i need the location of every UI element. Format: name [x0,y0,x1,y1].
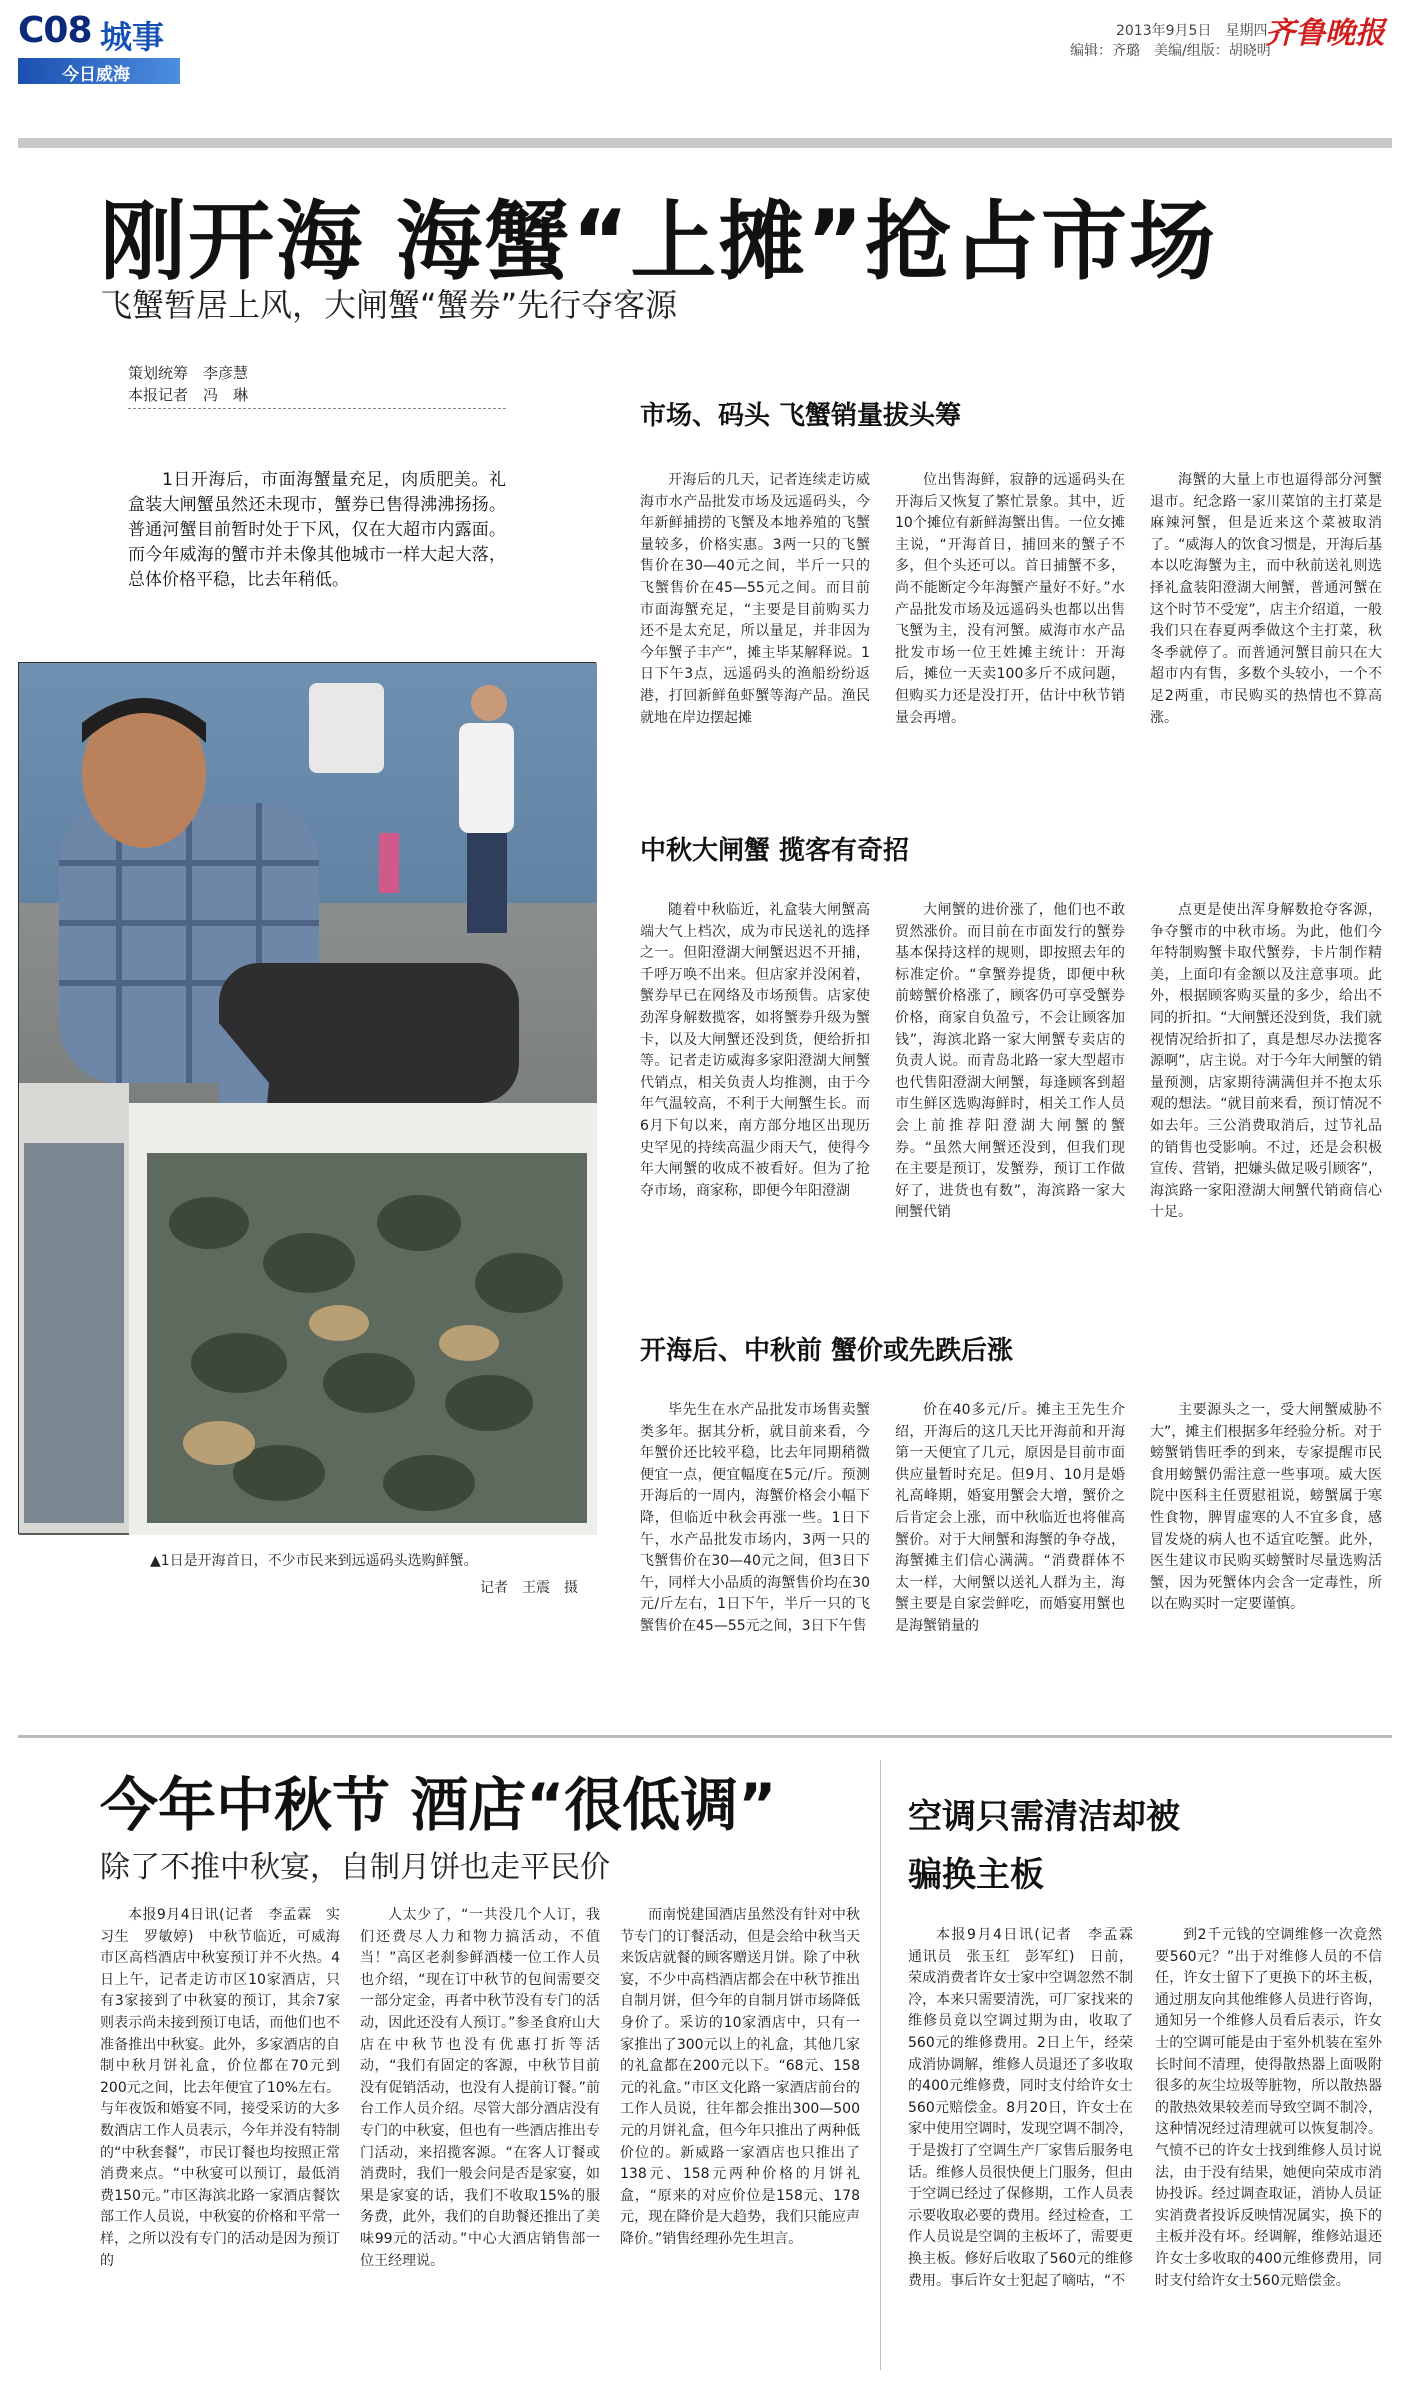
section3-column-3-text: 主要源头之一，受大闸蟹威胁不大”，摊主们根据多年经验分析。对于螃蟹销售旺季的到来，专家提醒市民食用螃蟹仍需注意一些事项。威大医院中医科主任贾慰祖说，螃蟹属于寒性食物，脾胃虚寒的人不宜多食，感冒发烧的病人也不适宜吃蟹。此外，医生建议市民购买螃蟹时尽量选购活蟹，因为死蟹体内会含一定毒性，所以在购买时一定要谨慎。 [1150,1402,1382,1613]
section1-column-2-text: 位出售海鲜，寂静的远遥码头在开海后又恢复了繁忙景象。其中，近10个摊位有新鲜海蟹出售。一位女摊主说，“开海首日，捕回来的蟹子不多，但个头还可以。首日捕蟹不多，尚不能断定今年海蟹产量好不好。”水产品批发市场及远遥码头也都以出售飞蟹为主，没有河蟹。威海市水产品批发市场一位王姓摊主统计：开海后，摊位一天卖100多斤不成问题，但购买力还是没打开，估计中秋节销量会再增。 [895,472,1125,726]
story3-column-2-text: 到2千元钱的空调维修一次竟然要560元？”出于对维修人员的不信任，许女士留下了更换下的坏主板，通过朋友向其他维修人员进行咨询，通知另一个维修人员看后表示，许女士的空调可能是由于室外机装在室外长时间不清理，使得散热器上面吸附很多的灰尘垃圾等脏物，所以散热器的散热效果较差而导致空调不制冷，这种情况经过清理就可以恢复制冷。气愤不已的许女士找到维修人员讨说法，由于没有结果，她便向荣成市消协投诉。经过调查取证，消协人员证实消费者投诉反映情况属实，换下的主板并没有坏。经调解，维修站退还许女士多收取的400元维修费用，同时支付给许女士560元赔偿金。 [1155,1927,1382,2289]
story3-column-1 [908,1925,1147,2370]
masthead [0,0,1409,96]
main-subheadline: 飞蟹暂居上风，大闸蟹“蟹券”先行夺客源 [100,286,678,324]
byline-reporter: 本报记者 冯 琳 [128,386,249,404]
subsection-name: 今日威海 [62,65,130,85]
photo-caption: ▲1日是开海首日，不少市民来到远遥码头选购鲜蟹。 [150,1553,478,1569]
section2-column-3-text: 点更是使出浑身解数抢夺客源，争夺蟹市的中秋市场。为此，他们今年特制购蟹卡取代蟹券，卡片制作精美，上面印有金额以及注意事项。此外，根据顾客购买量的多少，给出不同的折扣。“大闸蟹还没到货，我们就视情况给折扣了，真是想尽办法揽客源啊”，店主说。对于今年大闸蟹的销量预测，店家期待满满但并不抱太乐观的想法。“就目前来看，预订情况不如去年。三公消费取消后，过节礼品的销售也受影响。不过，还是会积极宣传、营销，把嫌头做足吸引顾客”，海滨路一家阳澄湖大闸蟹代销商信心十足。 [1150,902,1382,1221]
story2-column-1-text: 本报9月4日讯(记者 李孟霖 实习生 罗敏婷) 中秋节临近，可威海市区高档酒店中秋宴预订并不火热。4日上午，记者走访市区10家酒店，只有3家接到了中秋宴的预订，其余7家则表示尚未接到预订电话，而他们也不准备推出中秋宴。此外，多家酒店的自制中秋月饼礼盒，价位都在70元到200元之间，比去年便宜了10%左右。与年夜饭和婚宴不同，接受采访的大多数酒店工作人员表示，今年并没有特制的“中秋套餐”，市民订餐也均按照正常消费来点。“中秋宴可以预订，最低消费150元。”市区海滨北路一家酒店餐饮部工作人员说，中秋宴的价格和平常一样，之所以没有专门的活动是因为预订的 [100,1907,340,2269]
lead-paragraph: 1日开海后，市面海蟹量充足，肉质肥美。礼盒装大闸蟹虽然还未现市，蟹券已售得沸沸扬扬。普通河蟹目前暂时处于下风，仅在大超市内露面。而今年威海的蟹市并未像其他城市一样大起大落，总体价格平稳，比去年稍低。 [128,470,506,590]
news-photo [18,662,596,1534]
story-divider [18,1735,1392,1738]
section1-column-3 [1150,470,1382,770]
section3-column-2-text: 价在40多元/斤。摊主王先生介绍，开海后的这几天比开海前和开海第一天便宜了几元，原因是目前市面供应量暂时充足。但9月、10月是婚礼高峰期，婚宴用蟹会大增，蟹价之后肯定会上涨，而中秋临近也将催高蟹价。对于大闸蟹和海蟹的争夺战，海蟹摊主们信心满满。“消费群体不太一样，大闸蟹以送礼人群为主，海蟹主要是自家尝鲜吃，而婚宴用蟹也是海蟹销量的 [895,1402,1125,1634]
section1-column-3-text: 海蟹的大量上市也逼得部分河蟹退市。纪念路一家川菜馆的主打菜是麻辣河蟹，但是近来这个菜被取消了。“威海人的饮食习惯是，开海后基本以吃海蟹为主，而中秋前送礼则选择礼盒装阳澄湖大闸蟹，普通河蟹在这个时节不受宠”，店主介绍道，一般我们只在春夏两季做这个主打菜，秋冬季就停了。而普通河蟹目前只在大超市内有售，多数个头较小，一个不足2两重，市民购买的热情也不算高涨。 [1150,472,1382,726]
section2-column-1 [640,900,870,1270]
section2-column-1-text: 随着中秋临近，礼盒装大闸蟹高端大气上档次，成为市民送礼的选择之一。但阳澄湖大闸蟹迟迟不开捕，千呼万唤不出来。但店家并没闲着，蟹券早已在网络及市场预售。店家使劲浑身解数揽客，如将蟹券升级为蟹卡，以及大闸蟹还没到货，便给折扣等。记者走访威海多家阳澄湖大闸蟹代销点，相关负责人均推测，由于今年气温较高，不利于大闸蟹生长。而6月下旬以来，南方部分地区出现历史罕见的持续高温少雨天气，使得今年大闸蟹的收成不被看好。但为了抢夺市场，商家称，即便今年阳澄湖 [640,902,870,1199]
story3-column-1-text: 本报9月4日讯(记者 李孟霖 通讯员 张玉红 彭军红) 日前，荣成消费者许女士家中空调忽然不制冷，本来只需要清洗，可厂家找来的维修员竟以空调过期为由，收取了560元的维修费用。2日上午，经荣成消协调解，维修人员退还了多收取的400元维修费，同时支付给许女士560元赔偿金。8月20日，许女士在家中使用空调时，发现空调不制冷，于是拨打了空调生产厂家售后服务电话。维修人员很快便上门服务，但由于空调已经过了保修期，工作人员表示要收取必要的费用。经过检查，工作人员说是空调的主板坏了，需要更换主板。修好后收取了560元的维修费用。事后许女士犯起了嘀咕，“不 [908,1927,1147,2289]
main-headline: 刚开海 海蟹“上摊”抢占市场 [100,192,1217,292]
issue-date: 2013年9月5日 星期四 [1116,23,1268,39]
section1-heading: 市场、码头 飞蟹销量拔头筹 [640,401,962,431]
story2-column-1 [100,1905,340,2370]
section1-column-1 [640,470,870,770]
section2-column-2-text: 大闸蟹的进价涨了，他们也不敢贸然涨价。而目前在市面发行的蟹券基本保持这样的规则，即按照去年的标准定价。“拿蟹券提货，即便中秋前螃蟹价格涨了，顾客仍可享受蟹券价格，商家自负盈亏，不会让顾客加钱”，海滨北路一家大闸蟹专卖店的负责人说。而青岛北路一家大型超市也代售阳澄湖大闸蟹，每逢顾客到超市生鲜区选购海鲜时，相关工作人员会上前推荐阳澄湖大闸蟹的蟹券。“虽然大闸蟹还没到，但我们现在主要是预订，发蟹券，预订工作做好了，进货也有数”，海滨路一家大闸蟹代销 [895,902,1125,1221]
photo-credit: 记者 王震 摄 [480,1580,578,1596]
editor-credits: 编辑：齐璐 美编/组版：胡晓明 [1070,43,1271,59]
byline [128,362,248,406]
section2-heading: 中秋大闸蟹 揽客有奇招 [640,836,910,866]
story2-subheadline: 除了不推中秋宴，自制月饼也走平民价 [100,1850,610,1885]
story3-headline: 空调只需清洁却被骗换主板 [908,1797,1180,1895]
page-code: C08 [18,10,92,51]
byline-divider [128,408,506,409]
section2-column-3 [1150,900,1382,1270]
header-divider [18,138,1392,148]
story2-column-3 [620,1905,860,2370]
story2-column-3-text: 而南悦建国酒店虽然没有针对中秋节专门的订餐活动，但是会给中秋当天来饭店就餐的顾客赠送月饼。除了中秋宴，不少中高档酒店都会在中秋节推出自制月饼，但今年的自制月饼市场降低身价了。采访的10家酒店中，只有一家推出了300元以上的礼盒，其他几家的礼盒都在200元以下。“68元、158元的礼盒。”市区文化路一家酒店前台的工作人员说，往年都会推出300—500元的月饼礼盒，但今年只推出了两种低价位的。新威路一家酒店也只推出了138元、158元两种价格的月饼礼盒，“原来的对应价位是158元、178元，现在降价是大趋势，我们只能应声降价。”销售经理孙先生坦言。 [620,1907,860,2247]
section1-column-2 [895,470,1125,770]
column-divider [880,1760,881,2370]
section2-column-2 [895,900,1125,1270]
section1-column-1-text: 开海后的几天，记者连续走访威海市水产品批发市场及远遥码头，今年新鲜捕捞的飞蟹及本地养殖的飞蟹量较多，价格实惠。3两一只的飞蟹售价在30—40元之间，半斤一只的飞蟹售价在45—55元之间。而目前市面海蟹充足，“主要是目前购买力还不是太充足，所以量足，并非因为今年蟹子丰产”，摊主毕某解释说。1日下午3点，远遥码头的渔船纷纷返港，打回新鲜鱼虾蟹等海产品。渔民就地在岸边摆起摊 [640,472,870,726]
crab-market-photo-icon [19,663,597,1535]
story2-headline: 今年中秋节 酒店“很低调” [100,1771,777,1839]
story2-column-2 [360,1905,600,2370]
section3-column-3 [1150,1400,1382,1700]
section3-heading: 开海后、中秋前 蟹价或先跌后涨 [640,1336,1014,1366]
section3-column-1 [640,1400,870,1700]
newspaper-logo: 齐鲁晚报 [1265,16,1385,51]
story3-column-2 [1155,1925,1382,2370]
section3-column-2 [895,1400,1125,1700]
section3-column-1-text: 毕先生在水产品批发市场售卖蟹类多年。据其分析，就目前来看，今年蟹价还比较平稳，比去年同期稍微便宜一点，便宜幅度在5元/斤。预测开海后的一周内，海蟹价格会小幅下降，但临近中秋会再涨一些。1日下午，水产品批发市场内，3两一只的飞蟹售价在30—40元之间，但3日下午，同样大小品质的海蟹售价均在30元/斤左右，1日下午，半斤一只的飞蟹售价在45—55元之间，3日下午售 [640,1402,870,1634]
byline-planner: 策划统筹 李彦慧 [128,364,249,382]
story2-column-2-text: 人太少了，“一共没几个人订，我们还费尽人力和物力搞活动，不值当！”高区老刹参鲜酒楼一位工作人员也介绍，“现在订中秋节的包间需要交一部分定金，再者中秋节没有专门的活动，因此还没有人预订。”参圣食府山大店在中秋节也没有优惠打折等活动，“我们有固定的客源，中秋节目前没有促销活动，也没有人提前订餐。”前台工作人员介绍。尽管大部分酒店没有专门的中秋宴，但也有一些酒店推出专门活动，来招揽客源。“在客人订餐或消费时，我们一般会问是否是家宴，如果是家宴的话，我们不收取15%的服务费，此外，我们的自助餐还推出了美味99元的活动。”中心大酒店销售部一位王经理说。 [360,1907,600,2269]
section-name: 城事 [100,18,165,56]
